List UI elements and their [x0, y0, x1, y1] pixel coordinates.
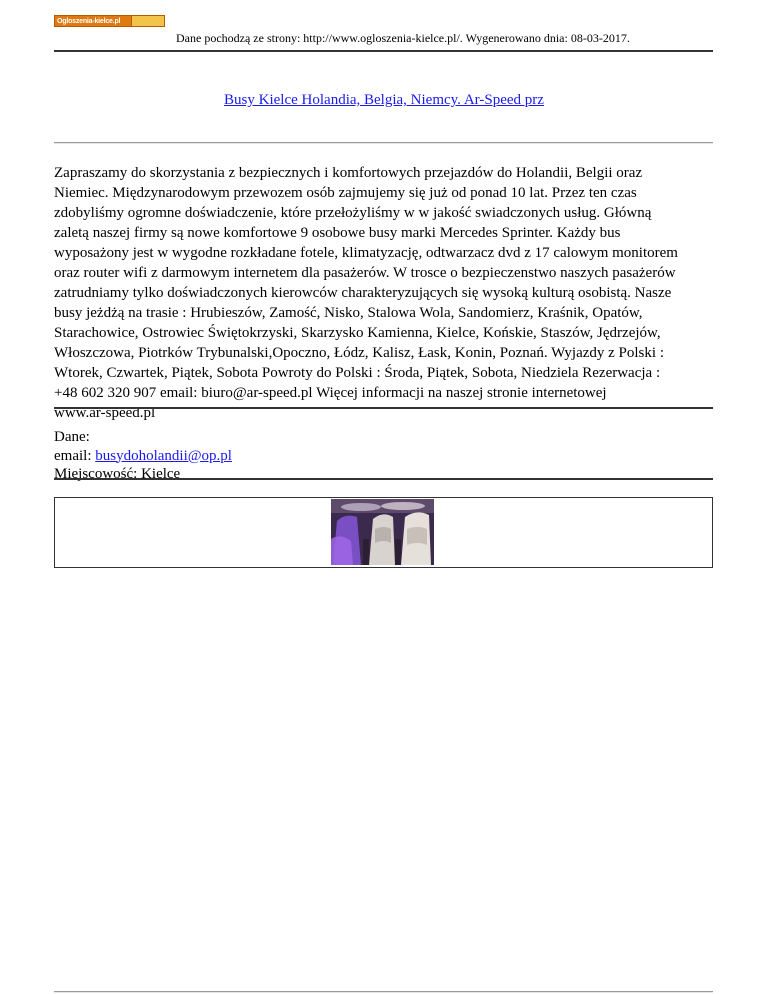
location-value: Kielce: [141, 466, 181, 482]
image-gallery: [54, 497, 713, 568]
footer-divider: [54, 991, 713, 993]
details-divider: [54, 478, 713, 480]
listing-title-link[interactable]: Busy Kielce Holandia, Belgia, Niemcy. Ar-Speed prz: [224, 92, 544, 108]
title-divider: [54, 142, 713, 144]
logo-decoration: [131, 16, 164, 26]
email-row: [54, 447, 232, 466]
header-divider: [54, 50, 713, 52]
email-label: email:: [54, 447, 96, 464]
site-logo-text: Ogloszenia-kielce.pl: [57, 17, 121, 25]
location-label: Miejscowość:: [54, 466, 142, 482]
site-logo[interactable]: [54, 15, 165, 27]
details-heading: Dane:: [54, 429, 90, 445]
location-row: [54, 465, 232, 484]
bus-interior-photo[interactable]: [331, 499, 434, 565]
email-link[interactable]: busydoholandii@op.pl: [95, 447, 232, 464]
bus-interior-illustration: [331, 499, 434, 565]
listing-description: Zapraszamy do skorzystania z bezpiecznych i komfortowych przejazdów do Holandii, Belgii oraz Niemiec. Międzynarodowym przewozem osób zajmujemy się już od ponad 10 lat. Przez ten czas zdobyliśmy ogromne doświadczenie, które przełożyliśmy w w jakość swiadczonych usług. Główną zaletą naszej firmy są nowe komfortowe 9 osobowe busy marki Mercedes Sprinter. Każdy bus wyposażony jest w wygodne rozkładane fotele, klimatyzację, odtwarzacz dvd z 17 calowym monitorem oraz router wifi z darmowym internetem dla pasażerów. W trosce o bezpieczenstwo naszych pasażerów zatrudniamy tylko doświadczonych kierowców charakteryzujących się wysoką kulturą osobistą. Nasze busy jeżdżą na trasie : Hrubieszów, Zamość, Nisko, Stalowa Wola, Sandomierz, Kraśnik, Opatów, Starachowice, Ostrowiec Świętokrzyski, Skarzysko Kamienna, Kielce, Końskie, Staszów, Jędrzejów, Włoszczowa, Piotrków Trybunalski,Opoczno, Łódz, Kalisz, Łask, Konin, Poznań. Wyjazdy z Polski : Wtorek, Czwartek, Piątek, Sobota Powroty do Polski : Środa, Piątek, Sobota, Niedziela Rezerwacja : +48 602 320 907 email: biuro@ar-speed.pl Więcej informacji na naszej stronie internetowej www.ar-speed.pl: [54, 165, 678, 421]
contact-details: [54, 428, 232, 484]
source-line: Dane pochodzą ze strony: http://www.ogloszenia-kielce.pl/. Wygenerowano dnia: 08-03-2017.: [176, 31, 630, 45]
description-divider: [54, 407, 713, 409]
